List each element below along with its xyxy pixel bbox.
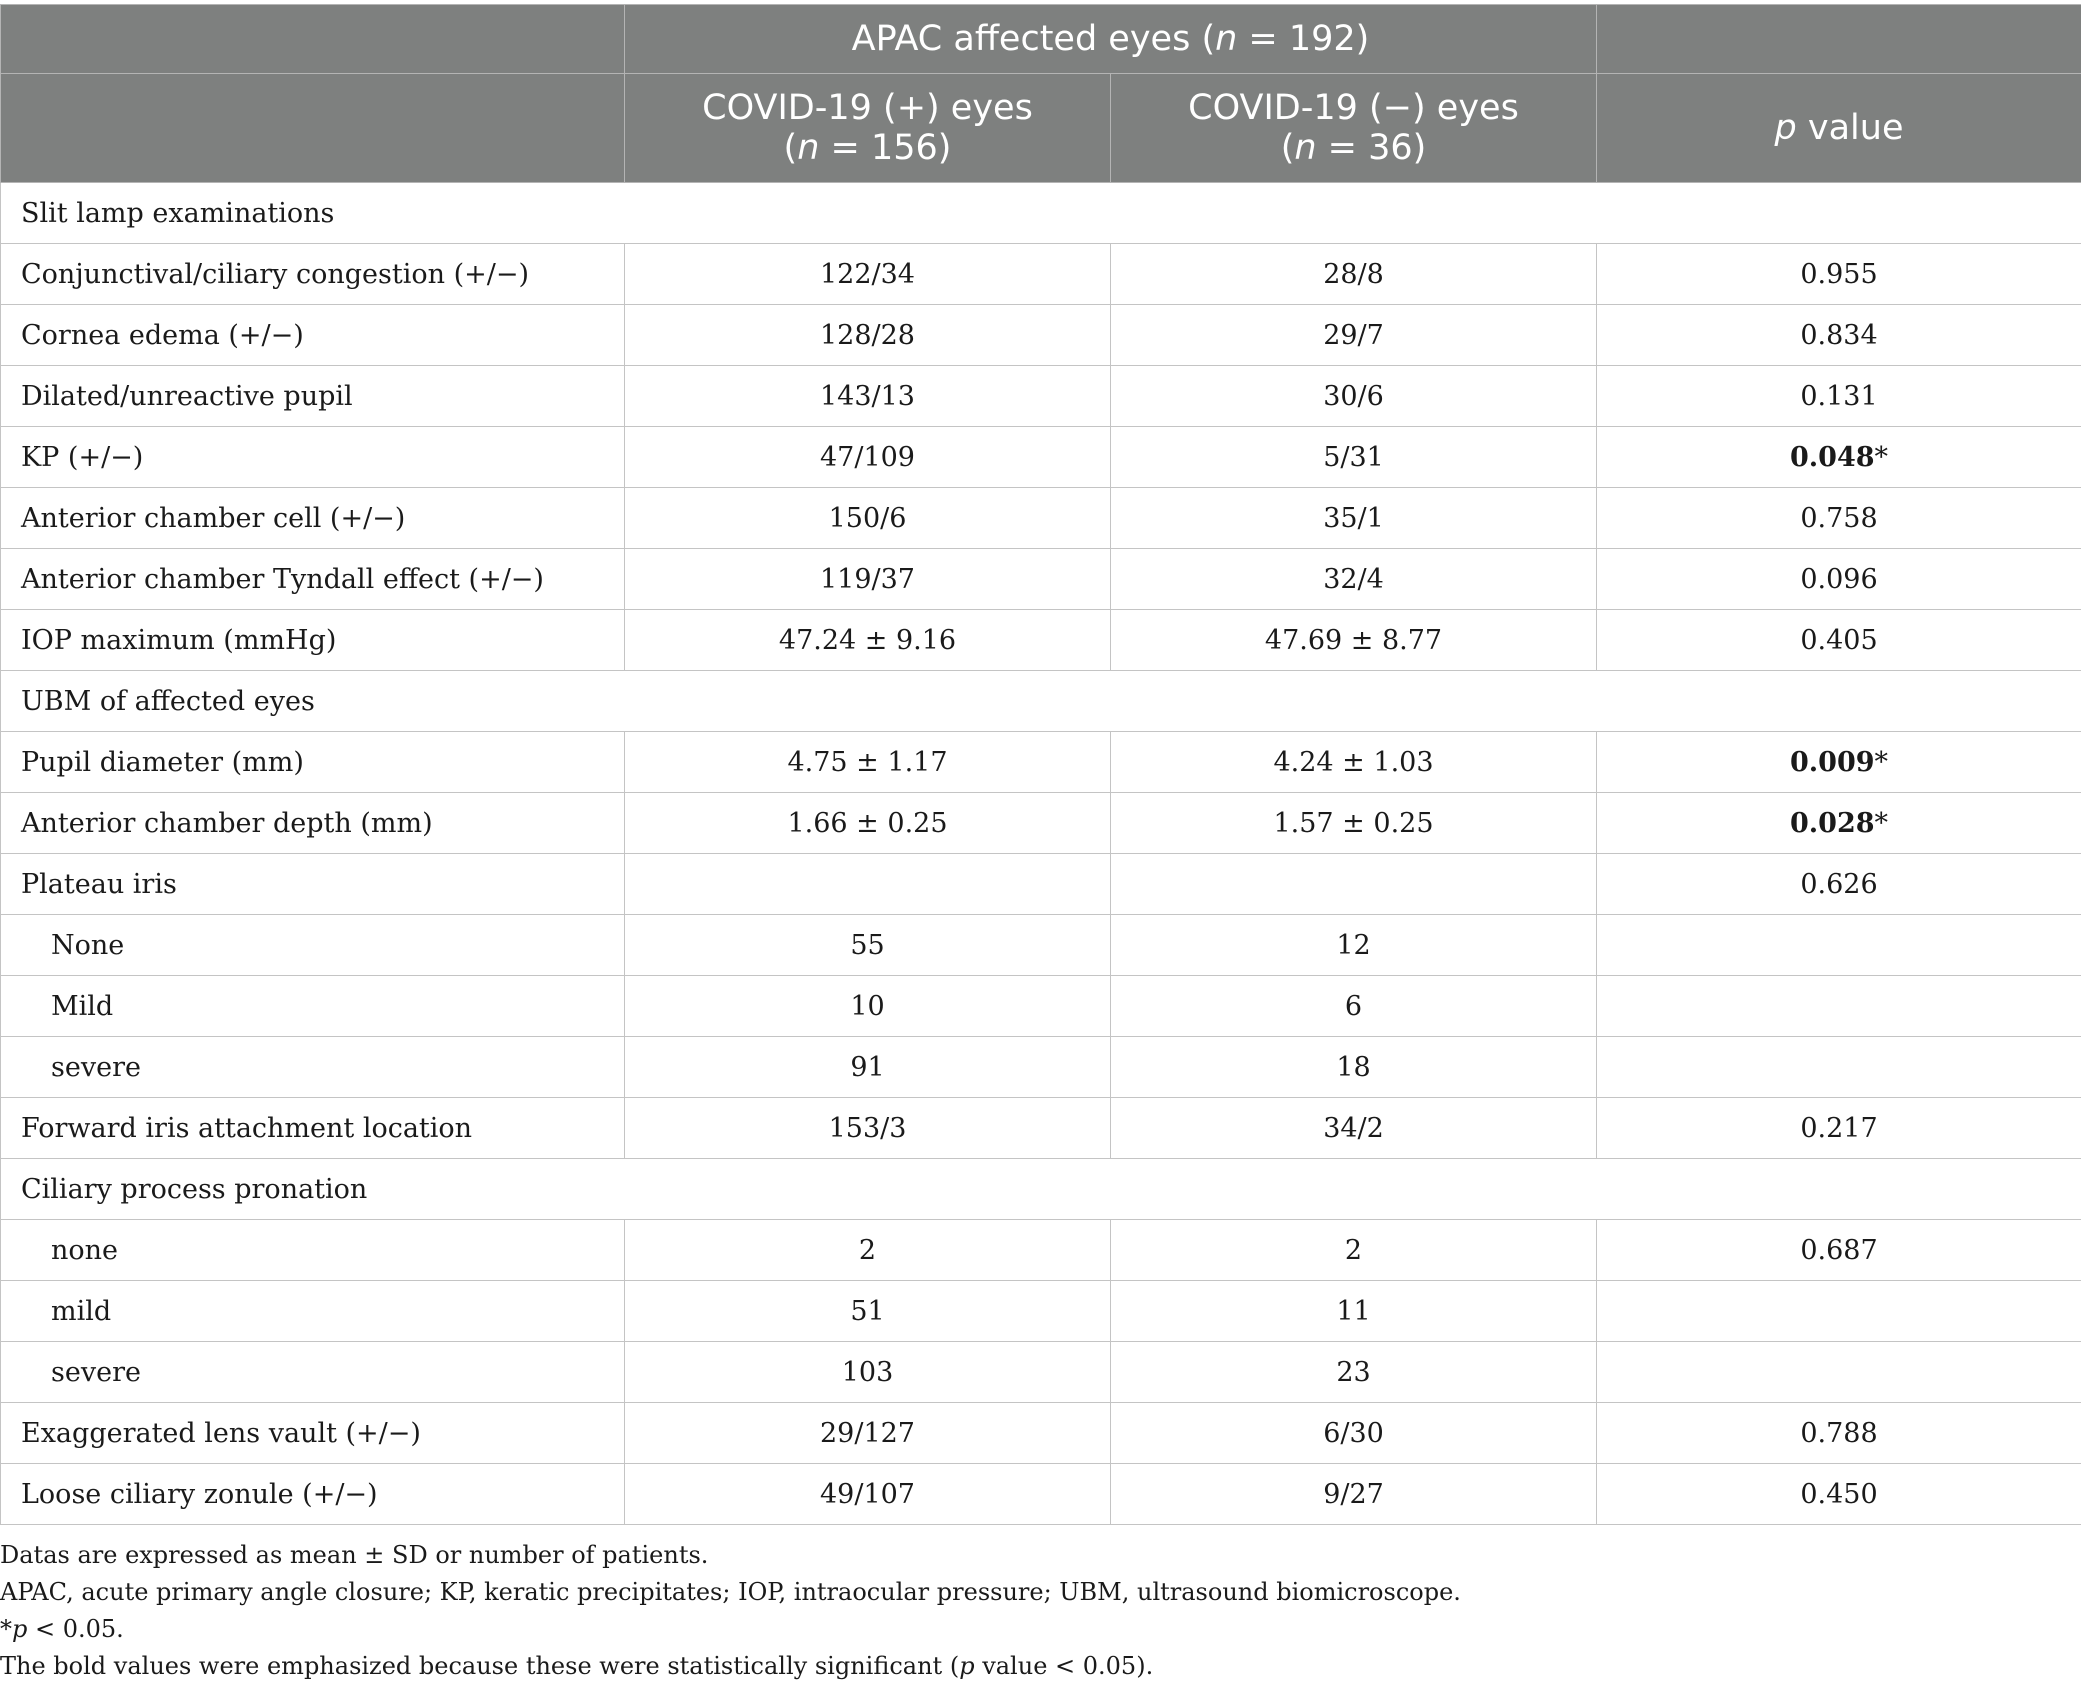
cell-covid-positive: 150/6 bbox=[625, 488, 1111, 549]
cell-covid-negative bbox=[1111, 854, 1597, 915]
cell-covid-negative: 18 bbox=[1111, 1037, 1597, 1098]
cell-p-value bbox=[1597, 1281, 2081, 1342]
cell-covid-negative: 23 bbox=[1111, 1342, 1597, 1403]
cell-covid-negative: 6/30 bbox=[1111, 1403, 1597, 1464]
cell-covid-negative: 34/2 bbox=[1111, 1098, 1597, 1159]
table-row bbox=[1, 610, 2081, 671]
cell-covid-positive: 4.75 ± 1.17 bbox=[625, 732, 1111, 793]
cell-covid-positive: 122/34 bbox=[625, 244, 1111, 305]
cell-covid-positive: 103 bbox=[625, 1342, 1111, 1403]
table-row bbox=[1, 915, 2081, 976]
cell-covid-positive: 2 bbox=[625, 1220, 1111, 1281]
header-corner-right bbox=[1597, 5, 2081, 74]
header-p-value: p value bbox=[1597, 74, 2081, 183]
cell-covid-negative: 11 bbox=[1111, 1281, 1597, 1342]
table-row bbox=[1, 427, 2081, 488]
cell-covid-negative: 30/6 bbox=[1111, 366, 1597, 427]
significance-star: * bbox=[1874, 746, 1889, 778]
row-label: Anterior chamber depth (mm) bbox=[1, 793, 625, 854]
footnote-data-expression: Datas are expressed as mean ± SD or number of patients. bbox=[0, 1541, 709, 1569]
table-row bbox=[1, 1342, 2081, 1403]
row-label: IOP maximum (mmHg) bbox=[1, 610, 625, 671]
footnote-significance: *p < 0.05. bbox=[0, 1615, 124, 1643]
significant-p-value: 0.009 bbox=[1789, 746, 1875, 778]
header-blank bbox=[1, 74, 625, 183]
significant-p-value: 0.048 bbox=[1789, 441, 1875, 473]
header-corner bbox=[1, 5, 625, 74]
cell-p-value bbox=[1597, 427, 2081, 488]
table-row bbox=[1, 549, 2081, 610]
cell-covid-positive: 153/3 bbox=[625, 1098, 1111, 1159]
table-row bbox=[1, 1464, 2081, 1525]
significance-star: * bbox=[1874, 807, 1889, 839]
cell-covid-positive: 91 bbox=[625, 1037, 1111, 1098]
row-label: Forward iris attachment location bbox=[1, 1098, 625, 1159]
row-label: Mild bbox=[1, 976, 625, 1037]
table-footnotes bbox=[0, 1537, 2081, 1685]
cell-covid-positive: 51 bbox=[625, 1281, 1111, 1342]
cell-p-value: 0.788 bbox=[1597, 1403, 2081, 1464]
cell-covid-positive: 143/13 bbox=[625, 366, 1111, 427]
cell-p-value: 0.834 bbox=[1597, 305, 2081, 366]
cell-covid-positive: 10 bbox=[625, 976, 1111, 1037]
cell-covid-positive: 47.24 ± 9.16 bbox=[625, 610, 1111, 671]
cell-covid-negative: 28/8 bbox=[1111, 244, 1597, 305]
cell-p-value bbox=[1597, 1037, 2081, 1098]
row-label: severe bbox=[1, 1037, 625, 1098]
cell-p-value: 0.450 bbox=[1597, 1464, 2081, 1525]
cell-covid-positive: 55 bbox=[625, 915, 1111, 976]
significant-p-value: 0.028 bbox=[1789, 807, 1875, 839]
table-row bbox=[1, 366, 2081, 427]
cell-covid-positive bbox=[625, 854, 1111, 915]
section-slit-lamp: Slit lamp examinations bbox=[1, 183, 2081, 244]
footnote-bold-values: The bold values were emphasized because these were statistically significant (p value < 0.05). bbox=[0, 1652, 1154, 1680]
cell-covid-negative: 32/4 bbox=[1111, 549, 1597, 610]
table-row bbox=[1, 1098, 2081, 1159]
cell-covid-positive: 128/28 bbox=[625, 305, 1111, 366]
header-row-group bbox=[1, 5, 2081, 74]
table-row bbox=[1, 488, 2081, 549]
row-label: Pupil diameter (mm) bbox=[1, 732, 625, 793]
table-row bbox=[1, 1281, 2081, 1342]
cell-covid-negative: 6 bbox=[1111, 976, 1597, 1037]
row-label: KP (+/−) bbox=[1, 427, 625, 488]
cell-covid-positive: 47/109 bbox=[625, 427, 1111, 488]
section-ubm: UBM of affected eyes bbox=[1, 671, 2081, 732]
section-row bbox=[1, 1159, 2081, 1220]
cell-covid-negative: 9/27 bbox=[1111, 1464, 1597, 1525]
table-row bbox=[1, 305, 2081, 366]
section-row bbox=[1, 671, 2081, 732]
row-label: Anterior chamber Tyndall effect (+/−) bbox=[1, 549, 625, 610]
header-covid-positive: COVID-19 (+) eyes (n = 156) bbox=[625, 74, 1111, 183]
cell-p-value: 0.687 bbox=[1597, 1220, 2081, 1281]
cell-covid-positive: 119/37 bbox=[625, 549, 1111, 610]
cell-p-value: 0.131 bbox=[1597, 366, 2081, 427]
cell-p-value bbox=[1597, 1342, 2081, 1403]
row-label: severe bbox=[1, 1342, 625, 1403]
row-label: Loose ciliary zonule (+/−) bbox=[1, 1464, 625, 1525]
table-row bbox=[1, 1403, 2081, 1464]
row-label: mild bbox=[1, 1281, 625, 1342]
section-ciliary-process: Ciliary process pronation bbox=[1, 1159, 2081, 1220]
cell-covid-negative: 47.69 ± 8.77 bbox=[1111, 610, 1597, 671]
cell-covid-negative: 1.57 ± 0.25 bbox=[1111, 793, 1597, 854]
results-table bbox=[0, 4, 2081, 1525]
table-row bbox=[1, 793, 2081, 854]
footnote-abbreviations: APAC, acute primary angle closure; KP, keratic precipitates; IOP, intraocular pressure; UBM, ultrasound biomicroscope. bbox=[0, 1578, 1461, 1606]
cell-covid-positive: 1.66 ± 0.25 bbox=[625, 793, 1111, 854]
header-covid-negative: COVID-19 (−) eyes (n = 36) bbox=[1111, 74, 1597, 183]
row-label: none bbox=[1, 1220, 625, 1281]
row-label: Plateau iris bbox=[1, 854, 625, 915]
table-row bbox=[1, 1220, 2081, 1281]
cell-p-value bbox=[1597, 732, 2081, 793]
cell-covid-positive: 49/107 bbox=[625, 1464, 1111, 1525]
table-row bbox=[1, 732, 2081, 793]
cell-p-value bbox=[1597, 793, 2081, 854]
cell-p-value: 0.758 bbox=[1597, 488, 2081, 549]
cell-covid-positive: 29/127 bbox=[625, 1403, 1111, 1464]
significance-star: * bbox=[1874, 441, 1889, 473]
cell-covid-negative: 29/7 bbox=[1111, 305, 1597, 366]
cell-p-value: 0.405 bbox=[1597, 610, 2081, 671]
cell-p-value: 0.217 bbox=[1597, 1098, 2081, 1159]
row-label: Cornea edema (+/−) bbox=[1, 305, 625, 366]
cell-p-value: 0.096 bbox=[1597, 549, 2081, 610]
table-row bbox=[1, 1037, 2081, 1098]
section-row bbox=[1, 183, 2081, 244]
cell-p-value bbox=[1597, 915, 2081, 976]
row-label: None bbox=[1, 915, 625, 976]
cell-covid-negative: 12 bbox=[1111, 915, 1597, 976]
header-group-apac: APAC affected eyes (n = 192) bbox=[625, 5, 1597, 74]
header-row-columns bbox=[1, 74, 2081, 183]
row-label: Conjunctival/ciliary congestion (+/−) bbox=[1, 244, 625, 305]
cell-covid-negative: 35/1 bbox=[1111, 488, 1597, 549]
table-row bbox=[1, 976, 2081, 1037]
table-row bbox=[1, 244, 2081, 305]
cell-p-value: 0.626 bbox=[1597, 854, 2081, 915]
cell-covid-negative: 5/31 bbox=[1111, 427, 1597, 488]
row-label: Anterior chamber cell (+/−) bbox=[1, 488, 625, 549]
table-wrapper bbox=[0, 4, 2081, 1525]
cell-p-value: 0.955 bbox=[1597, 244, 2081, 305]
row-label: Exaggerated lens vault (+/−) bbox=[1, 1403, 625, 1464]
cell-covid-negative: 4.24 ± 1.03 bbox=[1111, 732, 1597, 793]
row-label: Dilated/unreactive pupil bbox=[1, 366, 625, 427]
cell-p-value bbox=[1597, 976, 2081, 1037]
cell-covid-negative: 2 bbox=[1111, 1220, 1597, 1281]
table-row bbox=[1, 854, 2081, 915]
